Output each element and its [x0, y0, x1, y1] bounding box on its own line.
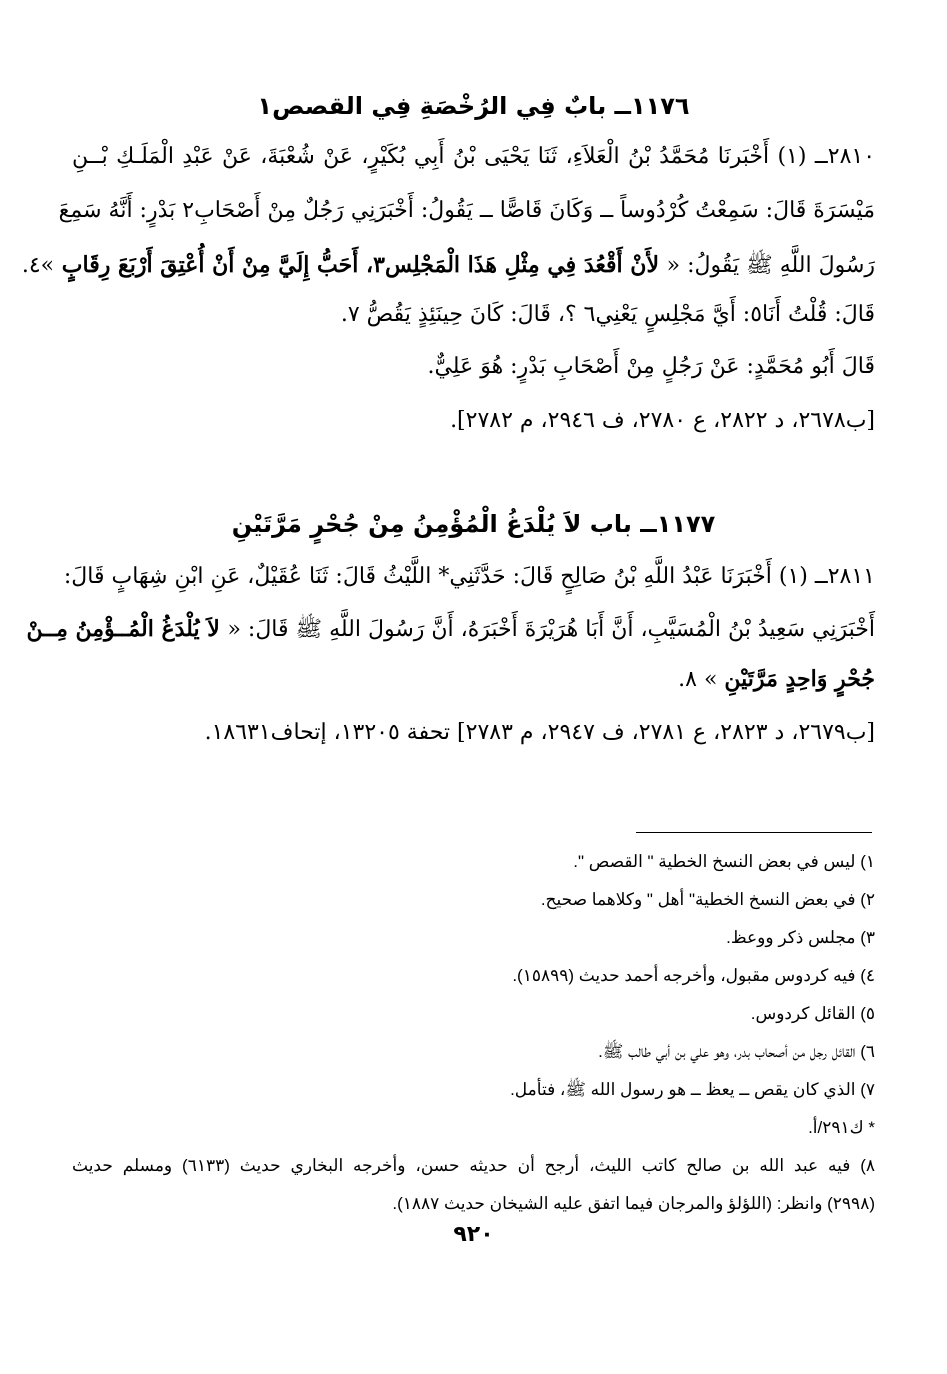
- footnote-5: ٥) القائل كردوس.: [750, 1004, 875, 1023]
- chapter-title-1176: ١١٧٦ــ بابٌ فِي الرُخْصَةِ فِي القصص١: [257, 92, 690, 120]
- footnote-6: ٦) القائل رجل من أصحاب بدر، وهو علي بن أبي طالب ﷺ.: [598, 1042, 875, 1061]
- footnote-1: ١) ليس في بعض النسخ الخطية " القصص ".: [573, 852, 875, 871]
- hadith-2810-matn: لأَنْ أَقْعُدَ فِي مِثْلِ هَذَا الْمَجْلِس٣، أَحَبُّ إِلَيَّ مِنْ أَنْ أُعْتِقَ أَرْبَعَ رِقَابٍ: [54, 252, 667, 278]
- hadith-2811-matn-start: لاَ يُلْدَغُ الْمُــؤْمِنُ مِــنْ: [26, 616, 228, 642]
- chapter-title-1177: ١١٧٧ــ باب لاَ يُلْدَغُ الْمُؤْمِنُ مِنْ جُحْرٍ مَرَّتَيْنِ: [231, 510, 716, 538]
- footnote-4: ٤) فيه كردوس مقبول، وأخرجه أحمد حديث (١٥٨٩٩).: [512, 966, 875, 985]
- hadith-2810-line-3: [21, 250, 875, 281]
- hadith-2811-line-3: [72, 664, 875, 695]
- hadith-2811-line-2: [26, 614, 875, 645]
- hadith-2811-line-2-intro: أَخْبَرَنِي سَعِيدُ بْنُ الْمُسَيَّبِ، أَنَّ أَبَا هُرَيْرَةَ أَخْبَرَهُ، أَنَّ رَسُولَ اللَّهِ ﷺ قَالَ: «: [227, 617, 875, 642]
- hadith-2810-line-3-intro: رَسُولَ اللَّهِ ﷺ يَقُولُ: «: [666, 253, 875, 278]
- hadith-2810-line-1: ٢٨١٠ــ (١) أَخْبَرنَا مُحَمَّدُ بْنُ الْعَلاَءِ، ثَنَا يَحْيَى بْنُ أَبِي بُكَيْرٍ، عَنْ شُعْبَةَ، عَنْ عَبْدِ الْمَلَـكِ بْــنِ: [72, 144, 876, 169]
- hadith-2811-line-3-end: » ٨.: [678, 667, 725, 692]
- footnote-8-line-1: ٨) فيه عبد الله بن صالح كاتب الليث، أرجح أن حديثه حسن، وأخرجه البخاري حديث (٦١٣٣) ومسلم حديث: [72, 1156, 876, 1175]
- footnote-3: ٣) مجلس ذكر ووعظ.: [726, 928, 875, 947]
- hadith-2811-matn-end: جُحْرٍ وَاحِدٍ مَرَّتَيْنِ: [724, 666, 875, 692]
- hadith-2810-comment: قَالَ أَبُو مُحَمَّدٍ: عَنْ رَجُلٍ مِنْ أَصْحَابِ بَدْرٍ: هُوَ عَلِيٌّ.: [427, 354, 875, 379]
- footnote-separator: [636, 832, 872, 833]
- page-number: ٩٢٠: [453, 1222, 494, 1247]
- footnote-8-line-2: (٢٩٩٨) وانظر: (اللؤلؤ والمرجان فيما اتفق عليه الشيخان حديث ١٨٨٧).: [392, 1194, 875, 1213]
- hadith-2810-line-3-end: »٤.: [21, 253, 55, 278]
- footnote-2: ٢) في بعض النسخ الخطية" أهل " وكلاهما صحيح.: [540, 890, 875, 909]
- hadith-2810-line-2: مَيْسَرَةَ قَالَ: سَمِعْتُ كُرْدُوساً ــ وَكَانَ قَاصًّا ــ يَقُولُ: أَخْبَرَنِي رَجُلٌ مِنْ أَصْحَابِ٢ بَدْرٍ: أَنَّهُ سَمِعَ: [58, 198, 875, 223]
- hadith-2810-line-4: قَالَ: قُلْتُ أَنَا٥: أَيَّ مَجْلِسٍ يَعْنِي٦ ؟، قَالَ: كَانَ حِينَئِذٍ يَقُصُّ ٧.: [340, 302, 875, 327]
- hadith-2811-references: [ب٢٦٧٩، د ٢٨٢٣، ع ٢٧٨١، ف ٢٩٤٧، م ٢٧٨٣] تحفة ١٣٢٠٥، إتحاف١٨٦٣١.: [204, 720, 875, 745]
- footnote-7: ٧) الذي كان يقص ــ يعظ ــ هو رسول الله ﷺ، فتأمل.: [510, 1080, 875, 1099]
- hadith-2811-line-1: ٢٨١١ــ (١) أَخْبَرَنَا عَبْدُ اللَّهِ بْنُ صَالِحٍ قَالَ: حَدَّثَنِي* اللَّيْثُ قَالَ: ثَنَا عُقَيْلٌ، عَنِ ابْنِ شِهَابٍ قَالَ:: [63, 564, 875, 589]
- footnote-manuscript-marker: * ك٢٩١/أ.: [808, 1118, 875, 1137]
- hadith-2810-references: [ب٢٦٧٨، د ٢٨٢٢، ع ٢٧٨٠، ف ٢٩٤٦، م ٢٧٨٢].: [450, 408, 875, 433]
